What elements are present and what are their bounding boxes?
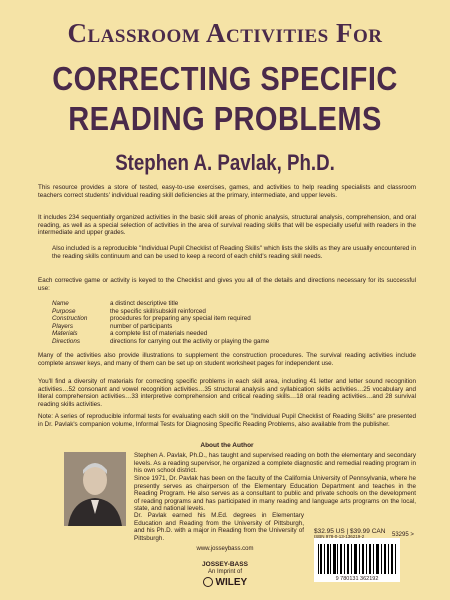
paragraph: Many of the activities also provide illustrations to supplement the construction procedures. The survival reading activities include complete answer keys, and many of them can be set up on student worksheet pages for independent use. (38, 352, 416, 367)
definition-row: Directions directions for carrying out the activity or playing the game (52, 337, 270, 345)
about-heading: About the Author (200, 442, 254, 449)
definition-row: Materials a complete list of materials needed (52, 330, 208, 338)
author-photo (64, 452, 126, 526)
title-line-2: CORRECTING SPECIFIC (52, 60, 398, 97)
paragraph: Each corrective game or activity is keyed to the Checklist and gives you all of the details and directions necessary for its successful use: (38, 277, 416, 292)
definition-row: Name a distinct descriptive title (52, 300, 179, 307)
definition-row: Players number of participants (52, 322, 173, 330)
paragraph: You'll find a diversity of materials for correcting specific problems in each skill area, including 41 letter and letter sound recognition activities…52 consonant and vowel recognition activities…35 structural analysis and syllabication skills activities…25 vocabulary and literal comprehension activities…33 interpretive comprehension and critical reading skills…18 oral reading activities…and 28 survival reading skills activities. (38, 378, 416, 408)
about-paragraph: Stephen A. Pavlak, Ph.D., has taught and supervised reading on both the elementary and secondary levels. As a reading supervisor, he organized a complete diagnostic and remedial reading program in his own school district. (134, 452, 416, 474)
publisher-url: www.josseybass.com (196, 546, 254, 552)
price-label: $32.95 US | $39.99 CAN (314, 528, 386, 535)
barcode-digits: 9 780131 362192 (335, 576, 379, 582)
definition-list (52, 300, 269, 346)
paragraph: This resource provides a store of tested, easy-to-use exercises, games, and activities to help reading specialists and classroom teachers correct students' individual reading skill deficiencies at the primary, intermediate, and upper levels. (38, 184, 416, 199)
about-paragraph: Since 1971, Dr. Pavlak has been on the faculty of the California University of Pennsylvania, where he presently serves as chairperson of the Elementary Education Department and teaches in the Reading Program. He also serves as a consultant to public and private schools on the development of reading programs and has participated in many reading and language arts programs on the local, state, and national levels. (134, 475, 416, 512)
isbn: ISBN 978-0-13-136219-2 (314, 534, 365, 539)
title-line-1: Classroom Activities For (67, 18, 383, 48)
publisher-imprint: An Imprint of (207, 569, 242, 575)
author-name: Stephen A. Pavlak, Ph.D. (115, 150, 335, 175)
about-paragraph: Dr. Pavlak earned his M.Ed. degrees in Elementary Education and Reading from the University of Pittsburgh, and his Ph.D. with a major in Reading from the University of Pittsburgh. (134, 512, 304, 542)
definition-row: Construction procedures for preparing any special item required (52, 315, 251, 323)
publisher-name: JOSSEY-BASS (202, 561, 248, 568)
title-line-3: READING PROBLEMS (68, 100, 382, 137)
paragraph: Also included is a reproducible "Individual Pupil Checklist of Reading Skills" which lists the skills as they are usually encountered in the reading skills continuum and can be used to keep a record of each child's reading skill needs. (52, 245, 416, 260)
definition-row: Purpose the specific skill/subskill reinforced (52, 307, 206, 315)
wiley-logo (150, 577, 300, 588)
wiley-label: WILEY (215, 577, 248, 588)
wiley-icon (203, 577, 213, 587)
paragraph: It includes 234 sequentially organized activities in the basic skill areas of phonic analysis, structural analysis, comprehension, and oral reading, as well as a special selection of activities in the area of survival reading skills that will be especially useful with readers in the intermediate and upper grades. (38, 214, 416, 236)
price-code: 53295 > (392, 532, 414, 538)
paragraph: Note: A series of reproducible informal tests for evaluating each skill on the "Individual Pupil Checklist of Reading Skills" are presented in Dr. Pavlak's companion volume, Informal Tests for Diagnosing Specific Reading Problems, also available from the publisher. (38, 413, 416, 428)
